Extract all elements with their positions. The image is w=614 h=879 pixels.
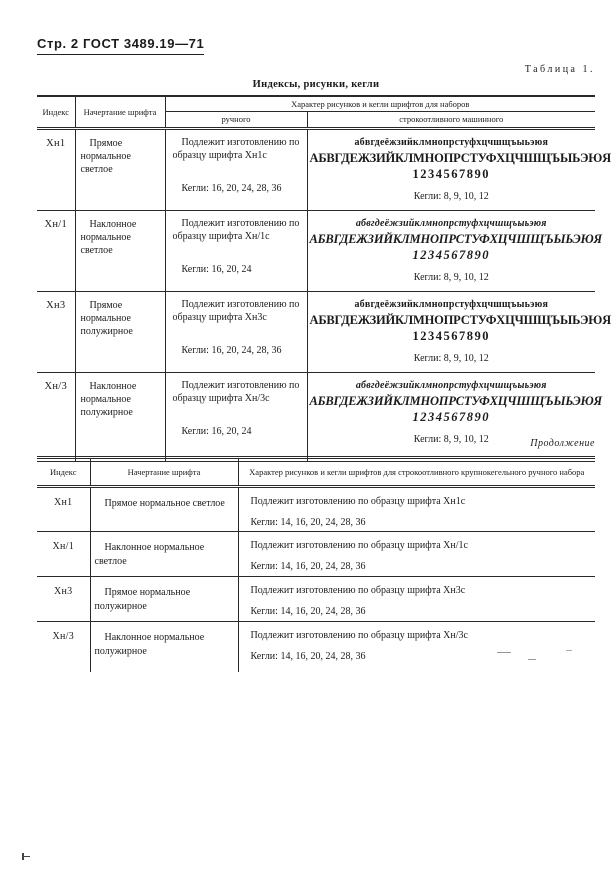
manual-set-sizes: Кегли: 16, 20, 24, 28, 36 — [181, 344, 282, 356]
character-sizes: Кегли: 14, 16, 20, 24, 28, 36 — [250, 517, 366, 529]
character-cell — [238, 532, 595, 577]
manual-set-text: Подлежит изготовлению по образцу шрифта Хн/1с — [172, 218, 300, 242]
table1-label: Таблица 1. — [524, 64, 595, 75]
font-style-name: Прямое нормальное полужирное — [75, 292, 165, 373]
table1-col-style: Начертание шрифта — [75, 96, 165, 129]
character-cell — [238, 577, 595, 622]
character-cell — [238, 487, 595, 532]
page-header: Стр. 2 ГОСТ 3489.19—71 — [37, 36, 204, 55]
manual-set-sizes: Кегли: 16, 20, 24, 28, 36 — [181, 182, 282, 194]
font-index: Хн/3 — [52, 631, 75, 643]
table1-col-index: Индекс — [37, 96, 75, 129]
manual-set-text: Подлежит изготовлению по образцу шрифта Хн/3с — [172, 380, 300, 404]
specimen-uppercase: АБВГДЕЖЗИЙКЛМНОПРСТУФХЦЧШЩЪЫЬЭЮЯ — [309, 150, 611, 165]
font-style-name: Прямое нормальное светлое — [75, 129, 165, 211]
specimen-lowercase: абвгдеёжзийклмнопрстуфхцчшщъыьэюя — [355, 218, 547, 230]
table2-col-index: Индекс — [37, 458, 90, 487]
font-style-name: Наклонное нормальное полужирное — [90, 622, 238, 672]
table2-row — [37, 487, 595, 532]
manual-set-cell — [165, 211, 307, 292]
manual-set-sizes: Кегли: 16, 20, 24 — [181, 263, 252, 275]
machine-set-cell — [307, 292, 611, 373]
font-index: Хн/1 — [37, 532, 90, 577]
table1-row — [37, 211, 595, 292]
specimen-digits: 1234567890 — [412, 248, 490, 263]
font-style-name: Прямое нормальное полужирное — [90, 577, 238, 622]
machine-set-sizes: Кегли: 8, 9, 10, 12 — [413, 353, 489, 365]
font-style-name: Прямое нормальное светлое — [90, 487, 238, 532]
font-index: Хн3 — [37, 577, 90, 622]
manual-set-cell — [165, 373, 307, 462]
table1-col-manual: ручного — [165, 112, 307, 129]
scan-artifact — [24, 856, 30, 857]
table2-row — [37, 532, 595, 577]
specimen-uppercase: АБВГДЕЖЗИЙКЛМНОПРСТУФХЦЧШЩЪЫЬЭЮЯ — [309, 393, 602, 408]
table2 — [37, 456, 595, 672]
table2-col-style: Начертание шрифта — [90, 458, 238, 487]
character-text: Подлежит изготовлению по образцу шрифта Хн1с — [250, 496, 466, 508]
font-index: Хн3 — [37, 292, 75, 373]
specimen-digits: 1234567890 — [412, 167, 490, 182]
manual-set-cell — [165, 129, 307, 211]
font-style-name: Наклонное нормальное полужирное — [75, 373, 165, 462]
table1-row — [37, 129, 595, 211]
font-index: Хн1 — [37, 129, 75, 211]
manual-set-sizes: Кегли: 16, 20, 24 — [181, 425, 252, 437]
character-text: Подлежит изготовлению по образцу шрифта Хн3с — [250, 585, 466, 597]
specimen-digits: 1234567890 — [412, 410, 490, 425]
font-style-name: Наклонное нормальное светлое — [90, 532, 238, 577]
table1-col-group: Характер рисунков и кегли шрифтов для наборов — [165, 96, 595, 112]
specimen-uppercase: АБВГДЕЖЗИЙКЛМНОПРСТУФХЦЧШЩЪЫЬЭЮЯ — [309, 312, 611, 327]
manual-set-text: Подлежит изготовлению по образцу шрифта Хн3с — [172, 299, 300, 323]
machine-set-cell — [307, 211, 602, 292]
specimen-lowercase: абвгдеёжзийклмнопрстуфхцчшщъыьэюя — [354, 299, 549, 311]
table1-row — [37, 373, 595, 462]
scan-artifact — [497, 652, 511, 653]
machine-set-sizes: Кегли: 8, 9, 10, 12 — [413, 272, 489, 284]
machine-set-sizes: Кегли: 8, 9, 10, 12 — [413, 191, 489, 203]
specimen-uppercase: АБВГДЕЖЗИЙКЛМНОПРСТУФХЦЧШЩЪЫЬЭЮЯ — [309, 231, 602, 246]
font-index: Хн/3 — [37, 373, 75, 462]
specimen-lowercase: абвгдеёжзийклмнопрстуфхцчшщъыьэюя — [354, 137, 549, 149]
font-index: Хн/1 — [37, 211, 75, 292]
table2-row — [37, 622, 595, 672]
character-sizes: Кегли: 14, 16, 20, 24, 28, 36 — [250, 606, 366, 618]
character-sizes: Кегли: 14, 16, 20, 24, 28, 36 — [250, 651, 366, 663]
specimen-digits: 1234567890 — [412, 329, 490, 344]
table1-row — [37, 292, 595, 373]
specimen-lowercase: абвгдеёжзийклмнопрстуфхцчшщъыьэюя — [355, 380, 547, 392]
table2-row — [37, 577, 595, 622]
machine-set-cell — [307, 129, 611, 211]
font-style-name: Наклонное нормальное светлое — [75, 211, 165, 292]
scan-artifact — [528, 659, 536, 660]
font-index: Хн1 — [37, 487, 90, 532]
continuation-label: Продолжение — [530, 438, 595, 449]
manual-set-cell — [165, 292, 307, 373]
character-text: Подлежит изготовлению по образцу шрифта Хн/3с — [250, 630, 468, 642]
character-sizes: Кегли: 14, 16, 20, 24, 28, 36 — [250, 561, 366, 573]
character-text: Подлежит изготовлению по образцу шрифта Хн/1с — [250, 540, 468, 552]
character-cell — [238, 622, 595, 672]
table1-col-machine: строкоотливного машинного — [307, 112, 595, 129]
scan-artifact — [566, 650, 572, 651]
table1 — [37, 95, 611, 462]
manual-set-text: Подлежит изготовлению по образцу шрифта Хн1с — [172, 137, 300, 161]
table1-caption: Индексы, рисунки, кегли — [252, 79, 380, 90]
machine-set-sizes: Кегли: 8, 9, 10, 12 — [413, 434, 489, 446]
table2-col-character: Характер рисунков и кегли шрифтов для строкоотливного крупнокегельного ручного набора — [238, 458, 595, 487]
